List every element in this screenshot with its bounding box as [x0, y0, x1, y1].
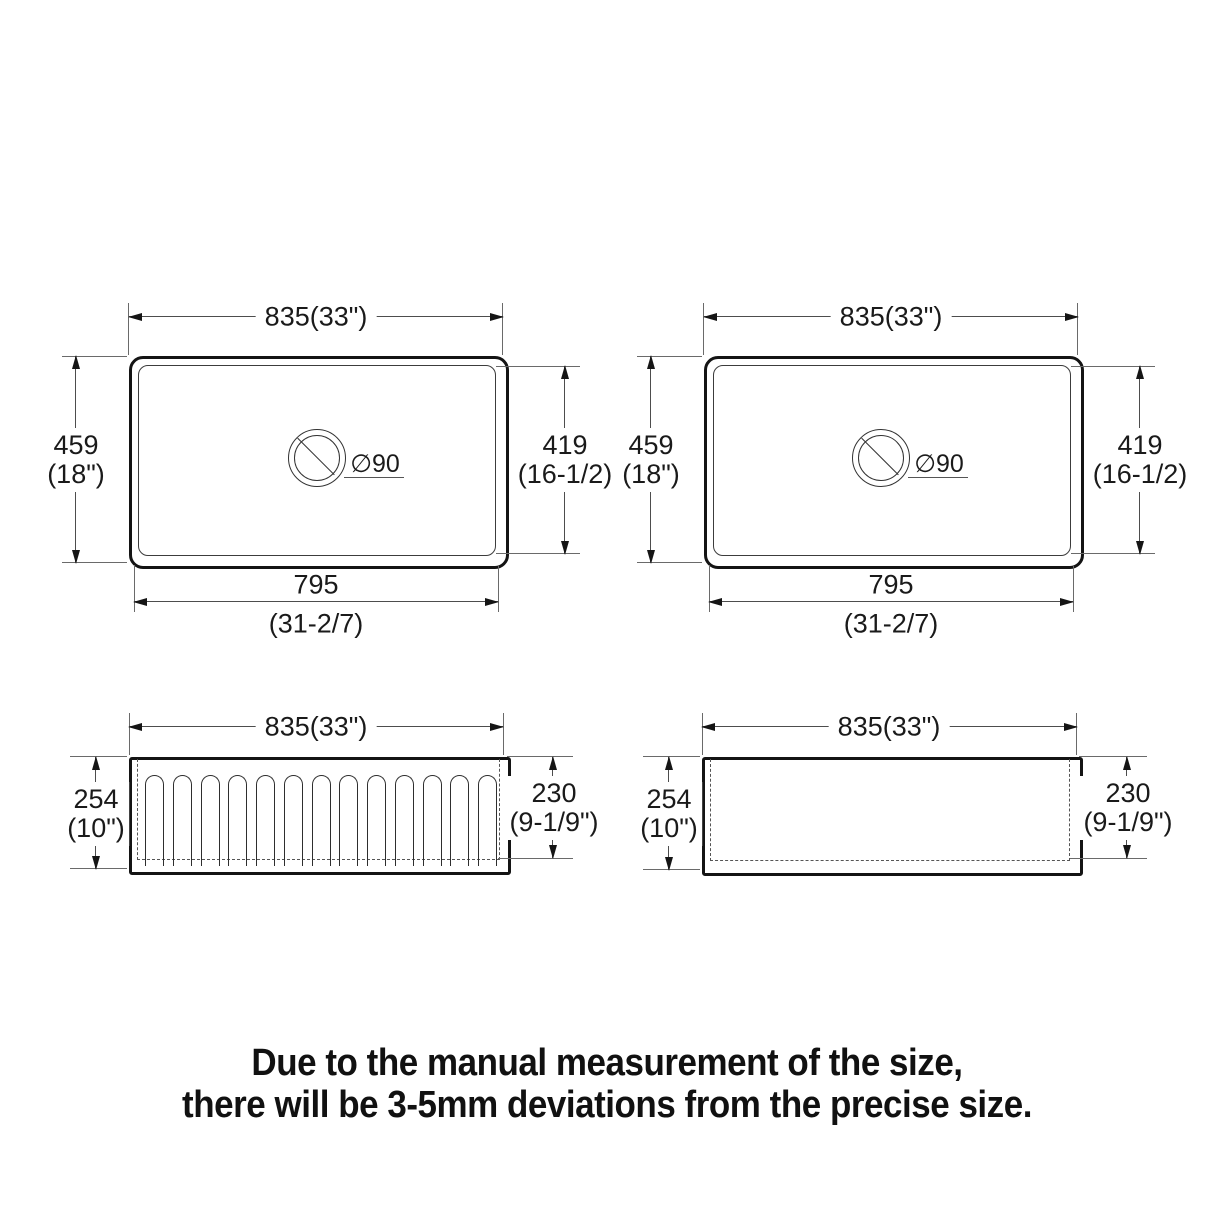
extension-line [1076, 713, 1077, 755]
dim-label-inner-width-inches: (31-2/7) [843, 608, 939, 639]
dim-value-inches: (10") [67, 813, 125, 843]
dim-label-inner-height [514, 428, 617, 492]
dim-line-inner-width [709, 601, 1073, 602]
dim-label-overall-width: 835(33") [829, 712, 950, 743]
extension-line [498, 858, 573, 859]
flute-rib [312, 775, 331, 866]
extension-line [1077, 303, 1078, 355]
flute-rib [201, 775, 220, 866]
flute-rib [478, 775, 497, 866]
dim-label-overall-width: 835(33") [256, 302, 377, 333]
dim-line-inner-width [134, 601, 498, 602]
dim-label-inner-depth [505, 776, 602, 840]
dim-label-inner-width: 795 [293, 569, 339, 600]
dim-label-inner-height [1089, 428, 1192, 492]
dim-value-inches: (16-1/2) [1092, 459, 1188, 489]
disclaimer-line-1: Due to the manual measurement of the size, [251, 1042, 963, 1084]
dim-value: 230 [531, 778, 577, 808]
extension-line [702, 713, 703, 755]
measurement-disclaimer [49, 1042, 1166, 1126]
flute-rib [423, 775, 442, 866]
dim-value-inches: (18") [622, 459, 680, 489]
extension-line [503, 713, 504, 755]
disclaimer-line-2: there will be 3-5mm deviations from the precise size. [182, 1084, 1032, 1126]
dim-label-outer-height [636, 782, 702, 846]
drain-diameter-label: ∅90 [350, 450, 400, 478]
dim-value-inches: (18") [47, 459, 105, 489]
dim-value-inches: (16-1/2) [517, 459, 613, 489]
flute-rib [284, 775, 303, 866]
dim-value-inches: (9-1/9") [509, 807, 599, 837]
extension-line [1079, 756, 1147, 757]
dim-label-outer-height [43, 428, 109, 492]
flute-rib [256, 775, 275, 866]
extension-line [703, 303, 704, 355]
dim-value-inches: (9-1/9") [1083, 807, 1173, 837]
flute-rib [339, 775, 358, 866]
dim-label-overall-width: 835(33") [831, 302, 952, 333]
dim-label-inner-width: 795 [868, 569, 914, 600]
dim-label-inner-width-inches: (31-2/7) [268, 608, 364, 639]
fluted-pattern [145, 775, 497, 866]
dim-label-outer-height [63, 782, 129, 846]
dim-value: 230 [1105, 778, 1151, 808]
extension-line [1070, 858, 1147, 859]
flute-rib [173, 775, 192, 866]
extension-line [507, 756, 573, 757]
flute-rib [450, 775, 469, 866]
drain-diameter-label: ∅90 [914, 450, 964, 478]
dim-value: 254 [646, 784, 692, 814]
flute-rib [367, 775, 386, 866]
extension-line [129, 713, 130, 755]
flute-rib [145, 775, 164, 866]
dim-value-inches: (10") [640, 813, 698, 843]
dim-value: 419 [542, 430, 588, 460]
dim-value: 459 [53, 430, 99, 460]
dim-label-overall-width: 835(33") [256, 712, 377, 743]
dim-value: 419 [1117, 430, 1163, 460]
extension-line [502, 303, 503, 355]
dim-value: 254 [73, 784, 119, 814]
flute-rib [228, 775, 247, 866]
dim-label-outer-height [618, 428, 684, 492]
dim-value: 459 [628, 430, 674, 460]
extension-line [128, 303, 129, 355]
bowl-dashed-outline [710, 759, 1070, 861]
flute-rib [395, 775, 414, 866]
dim-label-inner-depth [1079, 776, 1176, 840]
